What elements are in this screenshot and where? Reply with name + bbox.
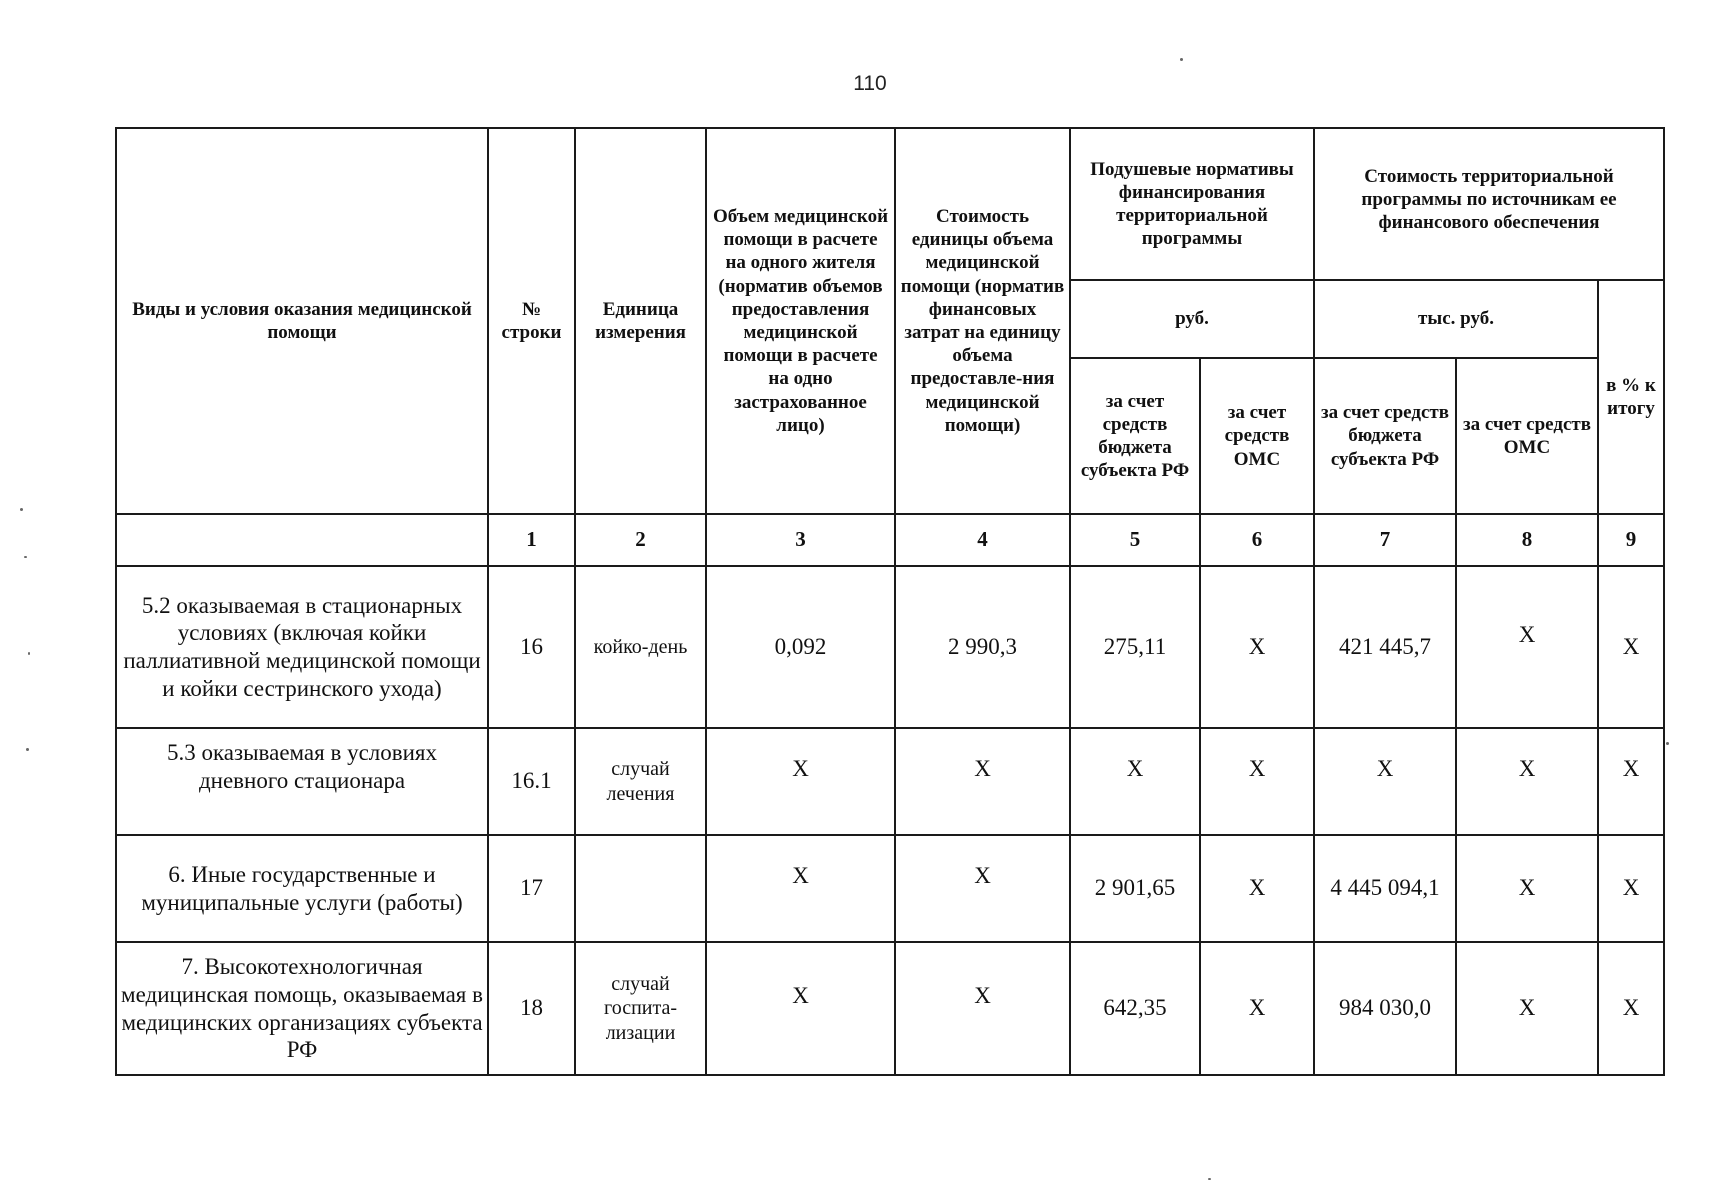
header-oms-per-capita: за счет средств ОМС: [1200, 358, 1314, 514]
column-number-empty: [116, 514, 488, 566]
row-name: 6. Иные государственные и муниципальные услуги (работы): [116, 835, 488, 942]
scan-speck: [24, 556, 27, 558]
row-unit-cost: 2 990,3: [895, 566, 1070, 728]
scan-speck: [20, 508, 23, 511]
header-row-number: № строки: [488, 128, 575, 514]
row-name: 7. Высокотехнологичная медицинская помощь, оказываемая в медицинских организациях субъекта РФ: [116, 942, 488, 1075]
row-per-capita-budget: 2 901,65: [1070, 835, 1200, 942]
column-number: 1: [488, 514, 575, 566]
header-unit-thousand-rub: тыс. руб.: [1314, 280, 1598, 358]
row-volume-value: X: [792, 756, 809, 782]
row-unit-cost-value: X: [974, 863, 991, 889]
column-number: 7: [1314, 514, 1456, 566]
table-row: [116, 835, 1664, 942]
header-unit: Единица измерения: [575, 128, 706, 514]
row-program-budget: 4 445 094,1: [1314, 835, 1456, 942]
row-volume-value: X: [792, 863, 809, 889]
row-per-capita-budget: [1070, 728, 1200, 835]
row-unit: койко-день: [575, 566, 706, 728]
header-program-cost: Стоимость территориальной программы по источникам ее финансового обеспечения: [1314, 128, 1664, 280]
header-percent-of-total: в % к итогу: [1598, 280, 1664, 514]
row-volume: 0,092: [706, 566, 895, 728]
row-volume: [706, 942, 895, 1075]
row-unit-cost-value: X: [974, 756, 991, 782]
row-unit: [575, 835, 706, 942]
header-unit-cost: Стоимость единицы объема медицинской помощи (норматив финансовых затрат на единицу объема предоставле-ния медицинской помощи): [895, 128, 1070, 514]
row-name: [116, 728, 488, 835]
row-volume: [706, 728, 895, 835]
row-per-capita-oms: X: [1200, 942, 1314, 1075]
table-body: [116, 566, 1664, 1075]
table-header: [116, 128, 1664, 514]
row-percent: X: [1598, 566, 1664, 728]
row-unit: случай лечения: [575, 728, 706, 835]
row-program-oms: [1456, 566, 1598, 728]
column-number: 9: [1598, 514, 1664, 566]
row-unit-cost: [895, 942, 1070, 1075]
scan-speck: [1180, 58, 1183, 61]
row-program-oms: [1456, 728, 1598, 835]
row-unit-cost: [895, 835, 1070, 942]
column-number: 5: [1070, 514, 1200, 566]
row-volume-value: X: [792, 983, 809, 1009]
row-percent-value: X: [1622, 756, 1640, 782]
header-budget-program: за счет средств бюджета субъекта РФ: [1314, 358, 1456, 514]
header-unit-rub: руб.: [1070, 280, 1314, 358]
row-volume: [706, 835, 895, 942]
table-row: [116, 728, 1664, 835]
row-per-capita-budget: 642,35: [1070, 942, 1200, 1075]
row-name-text: 5.3 оказываемая в условиях дневного стационара: [166, 740, 438, 793]
row-program-budget: 421 445,7: [1314, 566, 1456, 728]
row-number: 16: [488, 566, 575, 728]
row-number: 17: [488, 835, 575, 942]
financing-table: [115, 127, 1665, 1076]
header-per-capita: Подушевые нормативы финансирования территориальной программы: [1070, 128, 1314, 280]
row-unit-cost: [895, 728, 1070, 835]
row-program-oms: X: [1456, 835, 1598, 942]
scan-speck: [1666, 742, 1669, 745]
row-program-oms-value: X: [1518, 756, 1536, 782]
row-percent: X: [1598, 942, 1664, 1075]
row-program-oms: X: [1456, 942, 1598, 1075]
header-budget-per-capita: за счет средств бюджета субъекта РФ: [1070, 358, 1200, 514]
column-number: 2: [575, 514, 706, 566]
row-unit-cost-value: X: [974, 983, 991, 1009]
row-name: 5.2 оказываемая в стационарных условиях (включая койки паллиативной медицинской помощи и койки сестринского ухода): [116, 566, 488, 728]
row-percent: [1598, 728, 1664, 835]
column-number: 8: [1456, 514, 1598, 566]
row-per-capita-oms: X: [1200, 835, 1314, 942]
column-number-row-group: [116, 514, 1664, 566]
row-program-budget: [1314, 728, 1456, 835]
row-number: 16.1: [488, 728, 575, 835]
row-percent: X: [1598, 835, 1664, 942]
row-unit: случай госпита-лизации: [575, 942, 706, 1075]
row-per-capita-budget-value: X: [1126, 756, 1144, 782]
header-types-conditions: Виды и условия оказания медицинской помощи: [116, 128, 488, 514]
column-number: 4: [895, 514, 1070, 566]
column-number-row: [116, 514, 1664, 566]
row-number: 18: [488, 942, 575, 1075]
scan-speck: [28, 652, 30, 655]
row-program-oms-value: X: [1518, 621, 1536, 647]
page-number: 110: [853, 72, 887, 95]
header-volume: Объем медицинской помощи в расчете на одного жителя (норматив объемов предоставления медицинской помощи в расчете на одно застрахованное лицо): [706, 128, 895, 514]
column-number: 6: [1200, 514, 1314, 566]
row-per-capita-oms: X: [1200, 566, 1314, 728]
row-per-capita-budget: 275,11: [1070, 566, 1200, 728]
scan-speck: [26, 748, 29, 751]
row-program-budget: 984 030,0: [1314, 942, 1456, 1075]
header-oms-program: за счет средств ОМС: [1456, 358, 1598, 514]
row-program-budget-value: X: [1376, 756, 1394, 782]
table-row: [116, 942, 1664, 1075]
financing-table-container: [115, 127, 1665, 1076]
column-number: 3: [706, 514, 895, 566]
table-row: [116, 566, 1664, 728]
scan-speck: [1208, 1178, 1211, 1180]
row-per-capita-oms-value: X: [1248, 756, 1266, 782]
row-per-capita-oms: [1200, 728, 1314, 835]
